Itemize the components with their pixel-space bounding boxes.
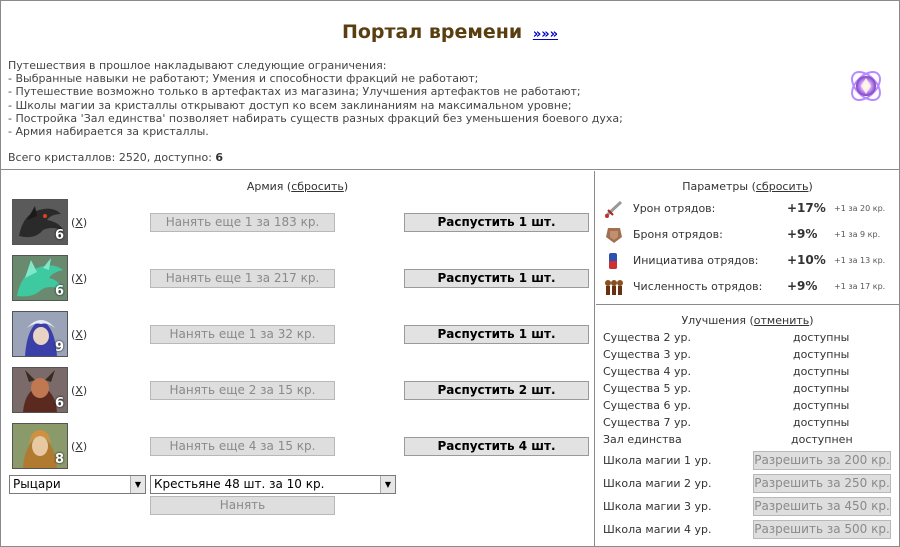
upgrades-section — [596, 306, 899, 546]
chevron-down-icon: ▼ — [380, 476, 395, 493]
creature-select[interactable] — [150, 475, 396, 494]
allow-school-button[interactable]: Разрешить за 250 кр. — [753, 474, 891, 493]
upgrade-status: доступны — [793, 416, 850, 429]
unit-portrait — [12, 255, 68, 301]
param-value[interactable]: +9% — [787, 227, 818, 241]
upgrade-row — [603, 416, 893, 429]
allow-school-button[interactable]: Разрешить за 200 кр. — [753, 451, 891, 470]
unit-portrait — [12, 423, 68, 469]
school-label: Школа магии 3 ур. — [603, 500, 712, 513]
unit-remove-link[interactable]: X — [75, 440, 83, 453]
upgrade-label: Существа 4 ур. — [603, 365, 691, 378]
hire-more-button[interactable]: Нанять еще 1 за 183 кр. — [150, 213, 335, 232]
page-title-text: Портал времени — [341, 21, 523, 43]
unit-count: 8 — [54, 452, 64, 467]
upgrade-row-hall — [603, 433, 893, 446]
portal-header-section — [1, 1, 899, 170]
unit-count: 6 — [54, 396, 64, 411]
dismiss-button[interactable]: Распустить 1 шт. — [404, 325, 589, 344]
upgrade-label: Существа 5 ур. — [603, 382, 691, 395]
params-heading: Параметры (сбросить) — [682, 180, 813, 193]
params-title: Параметры — [682, 180, 749, 193]
troops-icon — [603, 277, 625, 297]
param-value[interactable]: +17% — [787, 201, 826, 215]
allow-school-button[interactable]: Разрешить за 450 кр. — [753, 497, 891, 516]
school-label: Школа магии 4 ур. — [603, 523, 712, 536]
dismiss-button[interactable]: Распустить 1 шт. — [404, 213, 589, 232]
upgrade-status: доступны — [793, 365, 850, 378]
upgrade-label: Существа 2 ур. — [603, 331, 691, 344]
upgrade-status: доступнен — [791, 433, 853, 446]
rule-item: - Постройка 'Зал единства' позволяет набирать существ разных фракций без уменьшения боевого духа; — [8, 111, 623, 125]
sword-damage-icon — [603, 199, 625, 219]
upgrade-row — [603, 399, 893, 412]
upgrades-cancel-link[interactable]: отменить — [753, 314, 810, 327]
initiative-potion-icon — [603, 251, 625, 271]
crystal-icon — [847, 67, 885, 105]
title-more-link[interactable]: »»» — [532, 27, 559, 42]
school-label: Школа магии 1 ур. — [603, 454, 712, 467]
upgrade-status: доступны — [793, 331, 850, 344]
rule-item: - Школы магии за кристаллы открывают доступ ко всем заклинаниям на максимальном уровне; — [8, 98, 572, 112]
params-reset-link[interactable]: сбросить — [755, 180, 809, 193]
unit-count: 6 — [54, 284, 64, 299]
param-label: Численность отрядов: — [633, 280, 763, 293]
crystals-total-label: Всего кристаллов: 2520, доступно: — [8, 151, 216, 164]
rules-intro: Путешествия в прошлое накладывают следующие ограничения: — [8, 59, 387, 72]
rule-item: - Путешествие возможно только в артефактах из магазина; Улучшения артефактов не работают; — [8, 85, 581, 99]
army-section — [1, 171, 595, 546]
dismiss-button[interactable]: Распустить 4 шт. — [404, 437, 589, 456]
upgrade-row — [603, 348, 893, 361]
hire-button[interactable]: Нанять — [150, 496, 335, 515]
allow-school-button[interactable]: Разрешить за 500 кр. — [753, 520, 891, 539]
faction-select[interactable] — [9, 475, 146, 494]
upgrades-title: Улучшения — [681, 314, 746, 327]
unit-portrait — [12, 367, 68, 413]
faction-select-value: Рыцари — [13, 477, 61, 491]
param-row-initiative — [603, 251, 893, 271]
upgrade-row — [603, 365, 893, 378]
upgrade-status: доступны — [793, 399, 850, 412]
upgrade-label: Существа 3 ур. — [603, 348, 691, 361]
unit-remove: (X) — [71, 216, 88, 229]
param-note: +1 за 17 кр. — [834, 282, 886, 291]
army-heading: Армия (сбросить) — [246, 180, 349, 193]
dismiss-button[interactable]: Распустить 1 шт. — [404, 269, 589, 288]
unit-remove-link[interactable]: X — [75, 272, 83, 285]
unit-remove: (X) — [71, 384, 88, 397]
unit-portrait — [12, 199, 68, 245]
hire-more-button[interactable]: Нанять еще 2 за 15 кр. — [150, 381, 335, 400]
param-note: +1 за 9 кр. — [834, 230, 881, 239]
unit-remove: (X) — [71, 272, 88, 285]
armor-icon — [603, 225, 625, 245]
param-label: Инициатива отрядов: — [633, 254, 759, 267]
army-title: Армия — [246, 180, 284, 193]
creature-select-value: Крестьяне 48 шт. за 10 кр. — [154, 477, 325, 491]
dismiss-button[interactable]: Распустить 2 шт. — [404, 381, 589, 400]
school-label: Школа магии 2 ур. — [603, 477, 712, 490]
upgrade-row — [603, 331, 893, 344]
param-note: +1 за 20 кр. — [834, 204, 886, 213]
crystals-available: 6 — [215, 151, 224, 164]
upgrade-status: доступны — [793, 348, 850, 361]
param-row-damage — [603, 199, 893, 219]
unit-remove: (X) — [71, 440, 88, 453]
unit-remove: (X) — [71, 328, 88, 341]
rule-item: - Выбранные навыки не работают; Умения и способности фракций не работают; — [8, 72, 479, 86]
upgrade-label: Зал единства — [603, 433, 682, 446]
hire-more-button[interactable]: Нанять еще 1 за 32 кр. — [150, 325, 335, 344]
param-note: +1 за 13 кр. — [834, 256, 886, 265]
unit-count: 6 — [54, 228, 64, 243]
param-value[interactable]: +10% — [787, 253, 826, 267]
unit-remove-link[interactable]: X — [75, 328, 83, 341]
rules-text — [8, 59, 623, 138]
upgrade-status: доступны — [793, 382, 850, 395]
param-row-armor — [603, 225, 893, 245]
param-row-count — [603, 277, 893, 297]
upgrades-heading: Улучшения (отменить) — [681, 314, 814, 327]
upgrade-label: Существа 6 ур. — [603, 399, 691, 412]
unit-portrait — [12, 311, 68, 357]
param-value[interactable]: +9% — [787, 279, 818, 293]
unit-remove-link[interactable]: X — [75, 216, 83, 229]
chevron-down-icon: ▼ — [130, 476, 145, 493]
rule-item: - Армия набирается за кристаллы. — [8, 125, 209, 139]
page-title — [1, 21, 899, 43]
hire-more-button[interactable]: Нанять еще 1 за 217 кр. — [150, 269, 335, 288]
param-label: Урон отрядов: — [633, 202, 716, 215]
param-label: Броня отрядов: — [633, 228, 723, 241]
upgrade-row — [603, 382, 893, 395]
parameters-section — [596, 171, 899, 305]
unit-remove-link[interactable]: X — [75, 384, 83, 397]
crystals-total — [8, 151, 223, 164]
hire-more-button[interactable]: Нанять еще 4 за 15 кр. — [150, 437, 335, 456]
upgrade-label: Существа 7 ур. — [603, 416, 691, 429]
army-reset-link[interactable]: сбросить — [291, 180, 344, 193]
unit-count: 9 — [54, 340, 64, 355]
